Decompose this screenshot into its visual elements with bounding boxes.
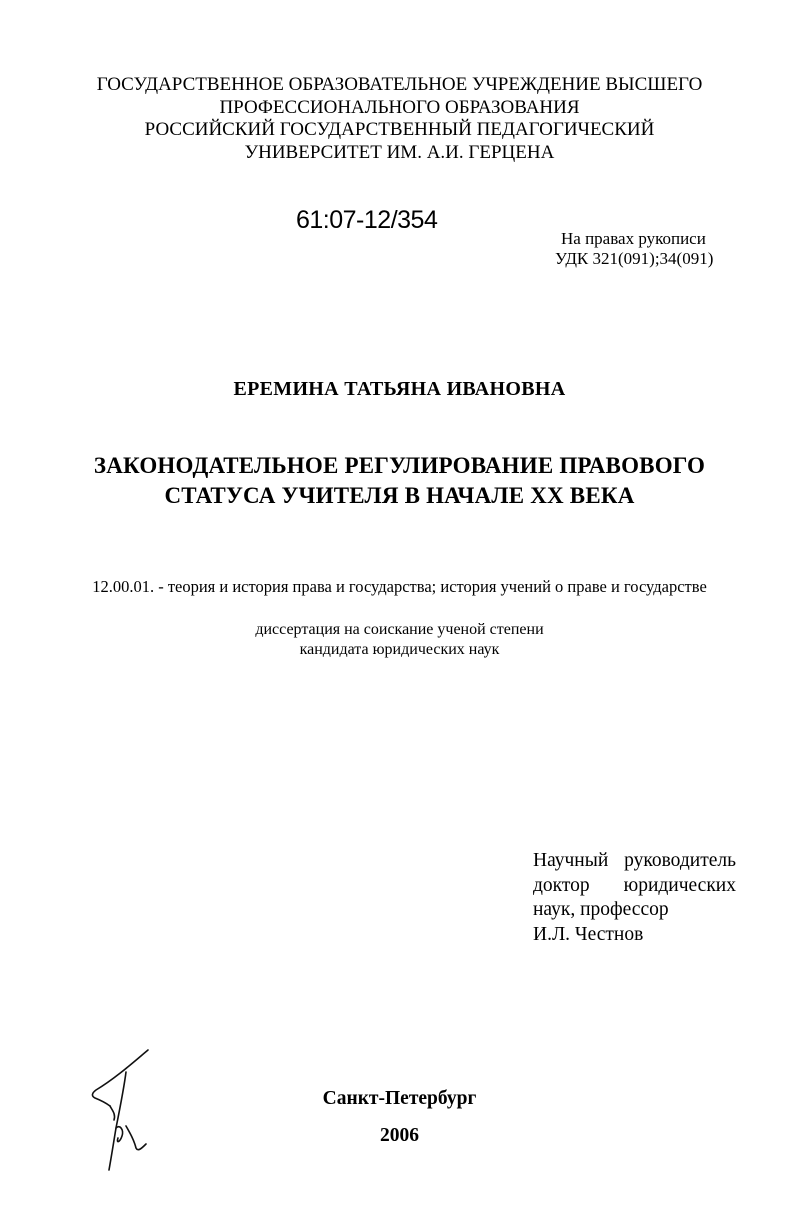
supervisor-word: юридических: [623, 874, 736, 896]
degree-description: [0, 620, 799, 660]
author-name: ЕРЕМИНА ТАТЬЯНА ИВАНОВНА: [233, 378, 566, 400]
title-line: СТАТУСА УЧИТЕЛЯ В НАЧАЛЕ XX ВЕКА: [164, 483, 635, 508]
catalog-number: 61:07-12/354: [296, 206, 438, 234]
handwritten-signature-icon: [86, 1048, 166, 1178]
manuscript-rights-label: На правах рукописи: [561, 229, 706, 248]
institution-line: ПРОФЕССИОНАЛЬНОГО ОБРАЗОВАНИЯ: [219, 96, 580, 118]
scientific-supervisor: [533, 849, 736, 947]
manuscript-rights-block: [555, 229, 713, 269]
institution-name: [0, 74, 799, 164]
year: 2006: [380, 1125, 419, 1146]
supervisor-rank: наук, профессор: [533, 899, 669, 920]
institution-line: ГОСУДАРСТВЕННОЕ ОБРАЗОВАТЕЛЬНОЕ УЧРЕЖДЕНИЕ ВЫСШЕГО: [96, 74, 703, 95]
supervisor-word: доктор: [533, 874, 590, 896]
degree-line: кандидата юридических наук: [299, 641, 500, 658]
supervisor-word: руководитель: [624, 850, 736, 871]
dissertation-title: [0, 451, 799, 511]
supervisor-name: И.Л. Честнов: [533, 923, 644, 945]
city: Санкт-Петербург: [322, 1088, 477, 1109]
supervisor-word: Научный: [533, 850, 609, 871]
degree-line: диссертация на соискание ученой степени: [255, 621, 544, 638]
udc-code: УДК 321(091);34(091): [555, 249, 714, 268]
institution-line: РОССИЙСКИЙ ГОСУДАРСТВЕННЫЙ ПЕДАГОГИЧЕСКИЙ: [144, 119, 655, 140]
specialty-code: 12.00.01. - теория и история права и государства; история учений о праве и государстве: [92, 577, 707, 596]
title-line: ЗАКОНОДАТЕЛЬНОЕ РЕГУЛИРОВАНИЕ ПРАВОВОГО: [93, 453, 706, 478]
institution-line: УНИВЕРСИТЕТ ИМ. А.И. ГЕРЦЕНА: [244, 141, 555, 163]
